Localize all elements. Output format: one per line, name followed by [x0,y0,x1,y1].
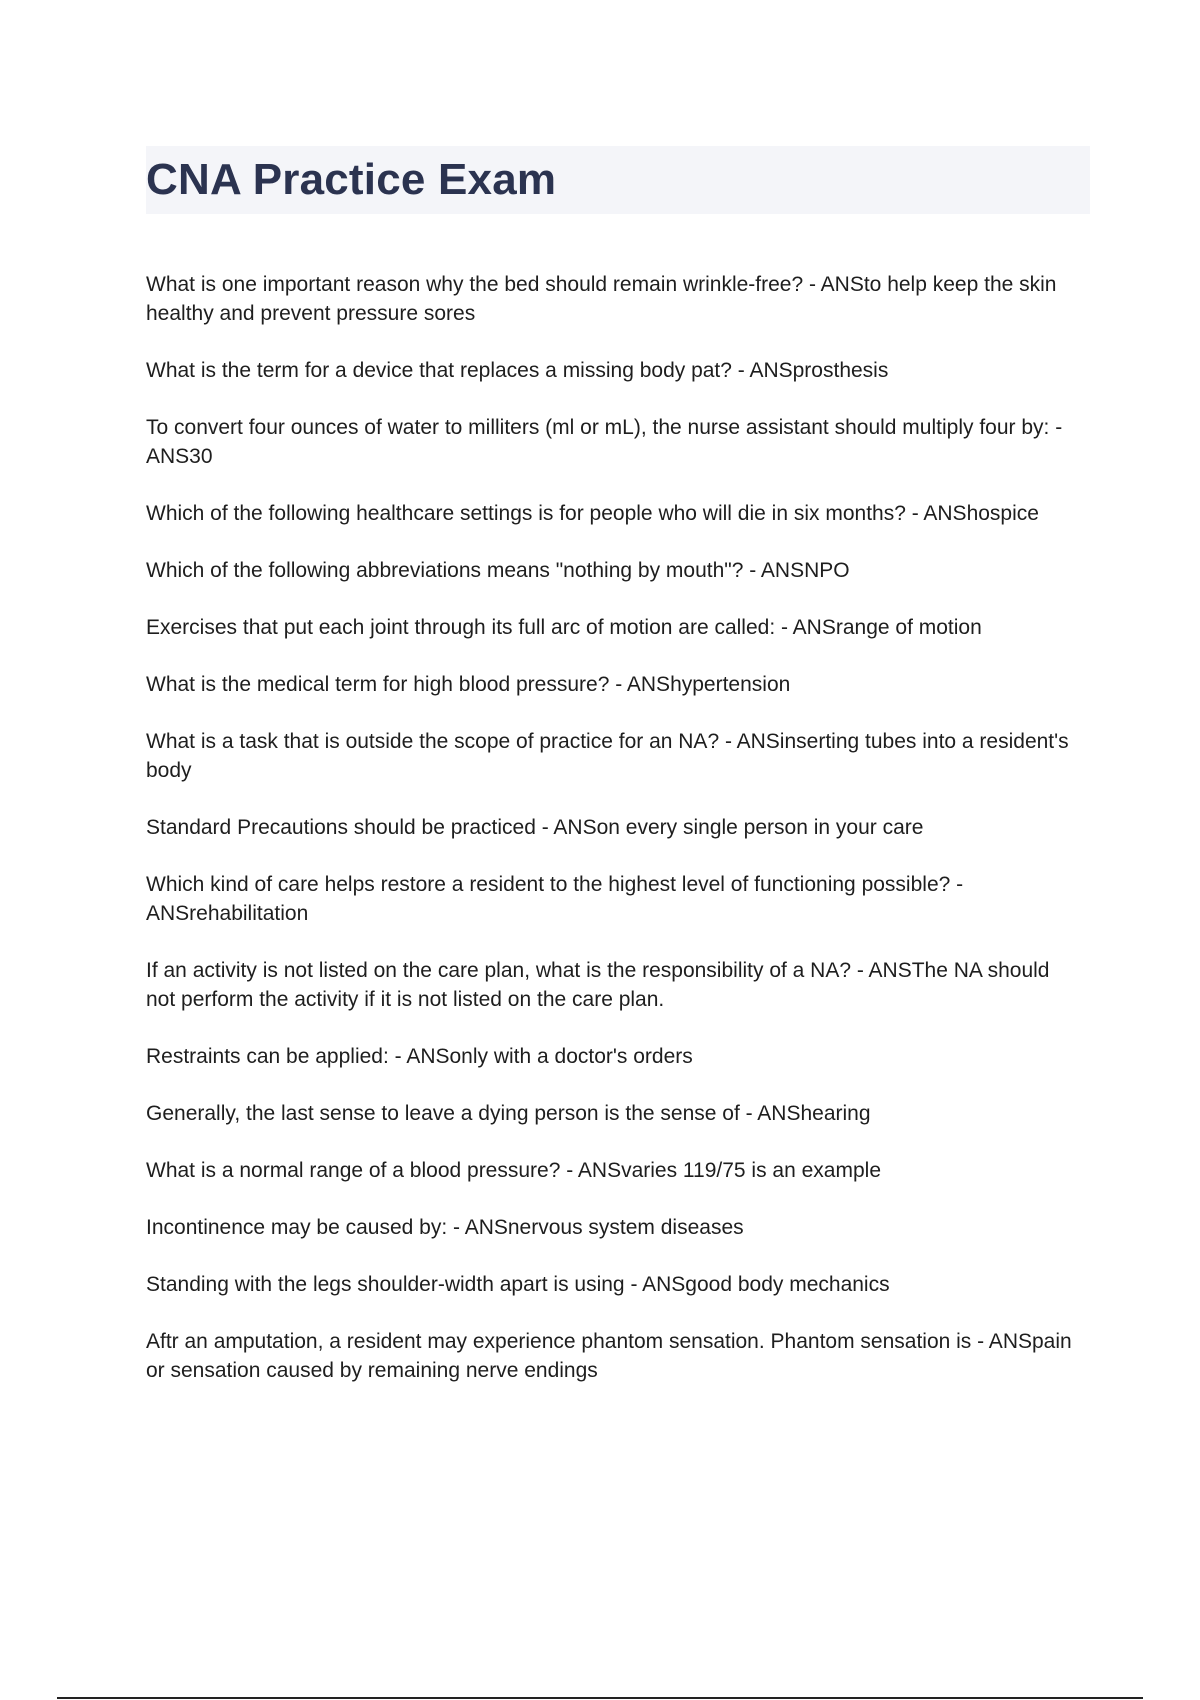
title-band [146,146,1090,214]
qa-item: Which of the following healthcare settings is for people who will die in six months? - ANShospice [146,502,1039,525]
footer-divider [57,1697,1143,1699]
qa-item: Generally, the last sense to leave a dying person is the sense of - ANShearing [146,1102,871,1125]
qa-item: Standard Precautions should be practiced - ANSon every single person in your care [146,816,924,839]
qa-item: Restraints can be applied: - ANSonly with a doctor's orders [146,1045,693,1068]
qa-item: Incontinence may be caused by: - ANSnervous system diseases [146,1216,744,1239]
qa-item: What is a normal range of a blood pressure? - ANSvaries 119/75 is an example [146,1159,881,1182]
question-answer-list [146,270,1076,1413]
qa-item: What is a task that is outside the scope of practice for an NA? - ANSinserting tubes into a resident's body [146,730,1069,782]
qa-item: What is the term for a device that replaces a missing body pat? - ANSprosthesis [146,359,889,382]
qa-item: If an activity is not listed on the care plan, what is the responsibility of a NA? - ANSThe NA should not perform the activity if it is not listed on the care plan. [146,959,1050,1011]
qa-item: Standing with the legs shoulder-width apart is using - ANSgood body mechanics [146,1273,890,1296]
page-title: CNA Practice Exam [146,155,557,204]
qa-item: Which kind of care helps restore a resident to the highest level of functioning possible? - ANSrehabilitation [146,873,964,925]
qa-item: To convert four ounces of water to milliters (ml or mL), the nurse assistant should multiply four by: - ANS30 [146,416,1063,468]
qa-item: What is the medical term for high blood pressure? - ANShypertension [146,673,791,696]
qa-item: Which of the following abbreviations means "nothing by mouth"? - ANSNPO [146,559,850,582]
qa-item: Aftr an amputation, a resident may experience phantom sensation. Phantom sensation is - ANSpain or sensation caused by remaining nerve endings [146,1330,1072,1382]
qa-item: What is one important reason why the bed should remain wrinkle-free? - ANSto help keep the skin healthy and prevent pressure sores [146,273,1057,325]
qa-item: Exercises that put each joint through its full arc of motion are called: - ANSrange of motion [146,616,982,639]
